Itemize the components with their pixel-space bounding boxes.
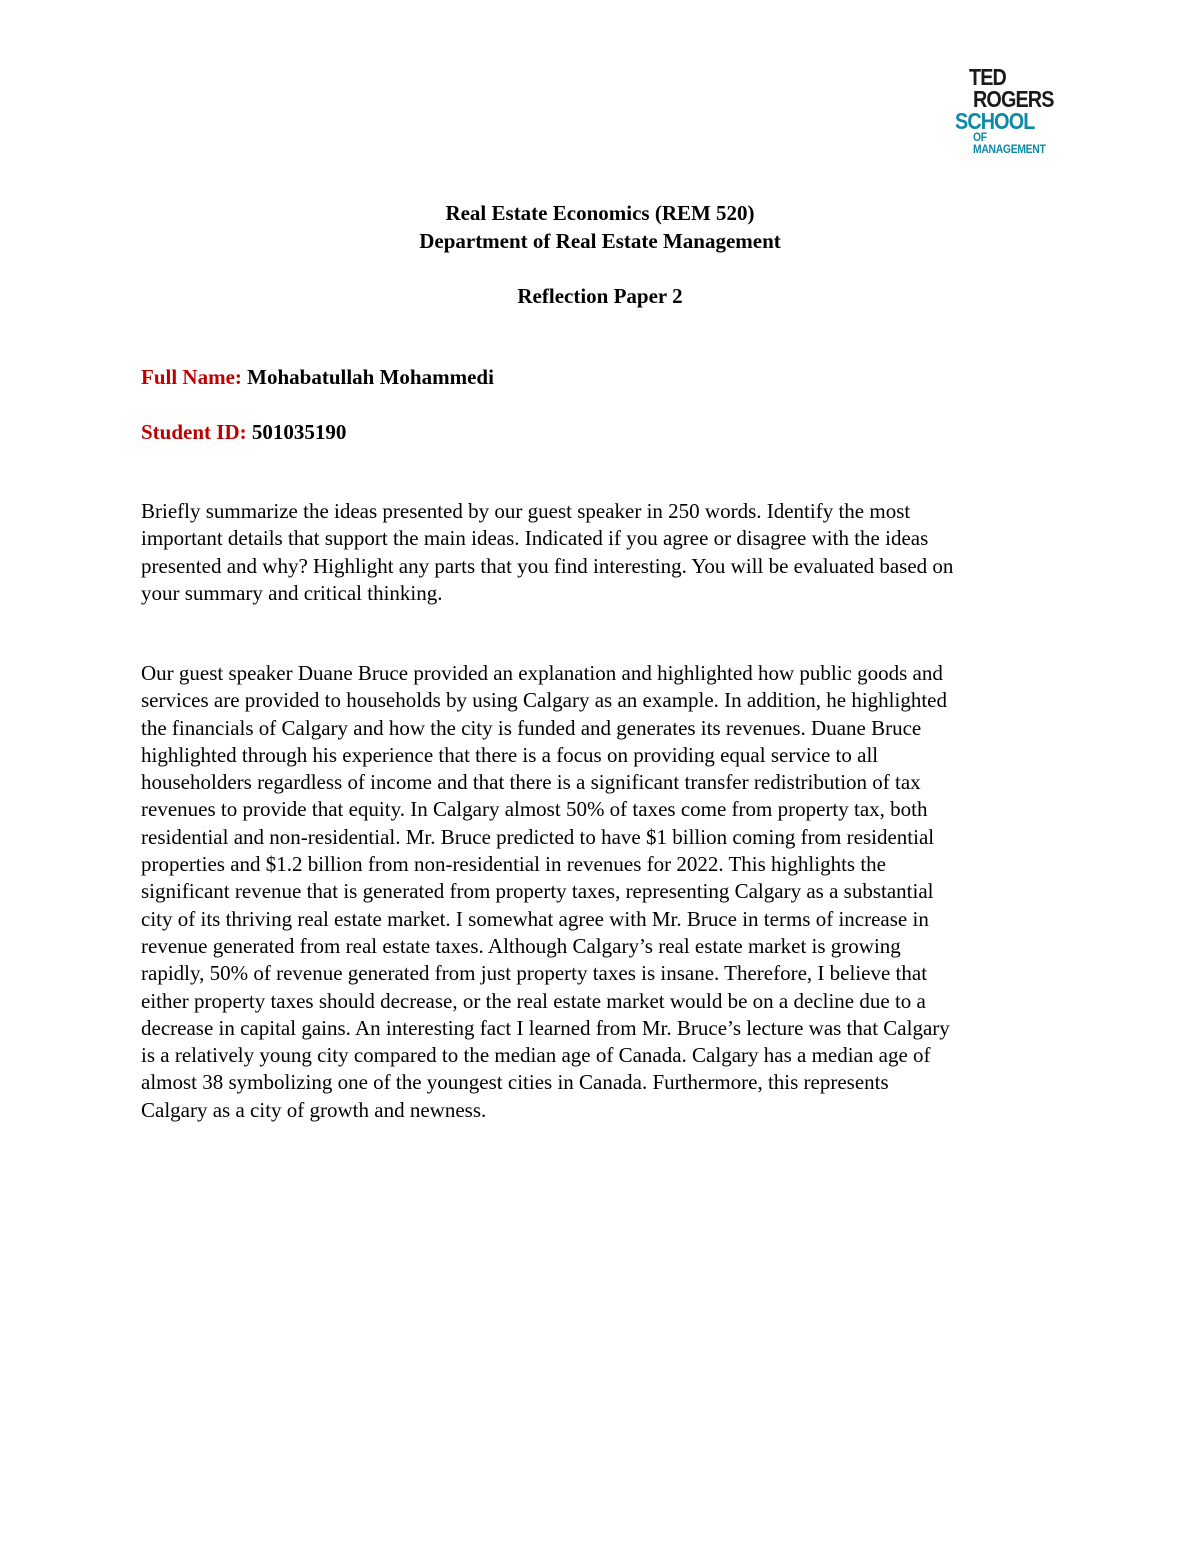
body-line: residential and non-residential. Mr. Bruce predicted to have $1 billion coming from residential	[141, 824, 935, 849]
body-line: the financials of Calgary and how the city is funded and generates its revenues. Duane Bruce	[141, 715, 922, 740]
body-line: almost 38 symbolizing one of the youngest cities in Canada. Furthermore, this represents	[141, 1070, 889, 1095]
student-id-field	[141, 418, 346, 446]
full-name-field	[141, 363, 494, 391]
body-line: rapidly, 50% of revenue generated from just property taxes is insane. Therefore, I believe that	[141, 961, 928, 986]
student-id-label: Student ID:	[141, 420, 247, 444]
prompt-line: your summary and critical thinking.	[141, 580, 443, 605]
logo-line-of-management: OF MANAGEMENT	[973, 130, 1046, 156]
paper-title: Reflection Paper 2	[517, 284, 683, 308]
body-line: revenues to provide that equity. In Calgary almost 50% of taxes come from property tax, both	[141, 797, 928, 822]
body-line: city of its thriving real estate market. I somewhat agree with Mr. Bruce in terms of increase in	[141, 906, 929, 931]
ted-rogers-school-logo	[955, 66, 1065, 155]
body-line: either property taxes should decrease, or the real estate market would be on a decline due to a	[141, 988, 926, 1013]
logo-line-school: SCHOOL	[955, 108, 1035, 134]
course-title: Real Estate Economics (REM 520)	[445, 201, 755, 225]
prompt-line: important details that support the main ideas. Indicated if you agree or disagree with the ideas	[141, 526, 929, 551]
body-line: Our guest speaker Duane Bruce provided an explanation and highlighted how public goods and	[141, 661, 943, 685]
body-line: householders regardless of income and that there is a significant transfer redistribution of tax	[141, 770, 921, 795]
body-line: decrease in capital gains. An interesting fact I learned from Mr. Bruce’s lecture was that Calgary	[141, 1015, 950, 1040]
full-name-value: Mohabatullah Mohammedi	[247, 365, 494, 389]
body-line: is a relatively young city compared to the median age of Canada. Calgary has a median age of	[141, 1043, 931, 1068]
assignment-prompt	[141, 498, 1066, 607]
body-line: revenue generated from real estate taxes. Although Calgary’s real estate market is growing	[141, 933, 901, 958]
body-line: Calgary as a city of growth and newness.	[141, 1097, 487, 1122]
logo-line-ted: TED	[969, 64, 1006, 90]
body-line: services are provided to households by using Calgary as an example. In addition, he highlighted	[141, 688, 947, 713]
body-line: significant revenue that is generated from property taxes, representing Calgary as a substantial	[141, 879, 934, 904]
reflection-body	[141, 660, 1066, 1124]
full-name-label: Full Name:	[141, 365, 242, 389]
body-line: properties and $1.2 billion from non-residential in revenues for 2022. This highlights the	[141, 852, 886, 877]
logo-line-rogers: ROGERS	[973, 86, 1054, 112]
student-id-value: 501035190	[251, 420, 347, 444]
prompt-line: presented and why? Highlight any parts that you find interesting. You will be evaluated based on	[141, 553, 954, 578]
department-title: Department of Real Estate Management	[419, 229, 781, 253]
body-line: highlighted through his experience that there is a focus on providing equal service to all	[141, 742, 879, 767]
prompt-line: Briefly summarize the ideas presented by our guest speaker in 250 words. Identify the most	[141, 499, 911, 523]
